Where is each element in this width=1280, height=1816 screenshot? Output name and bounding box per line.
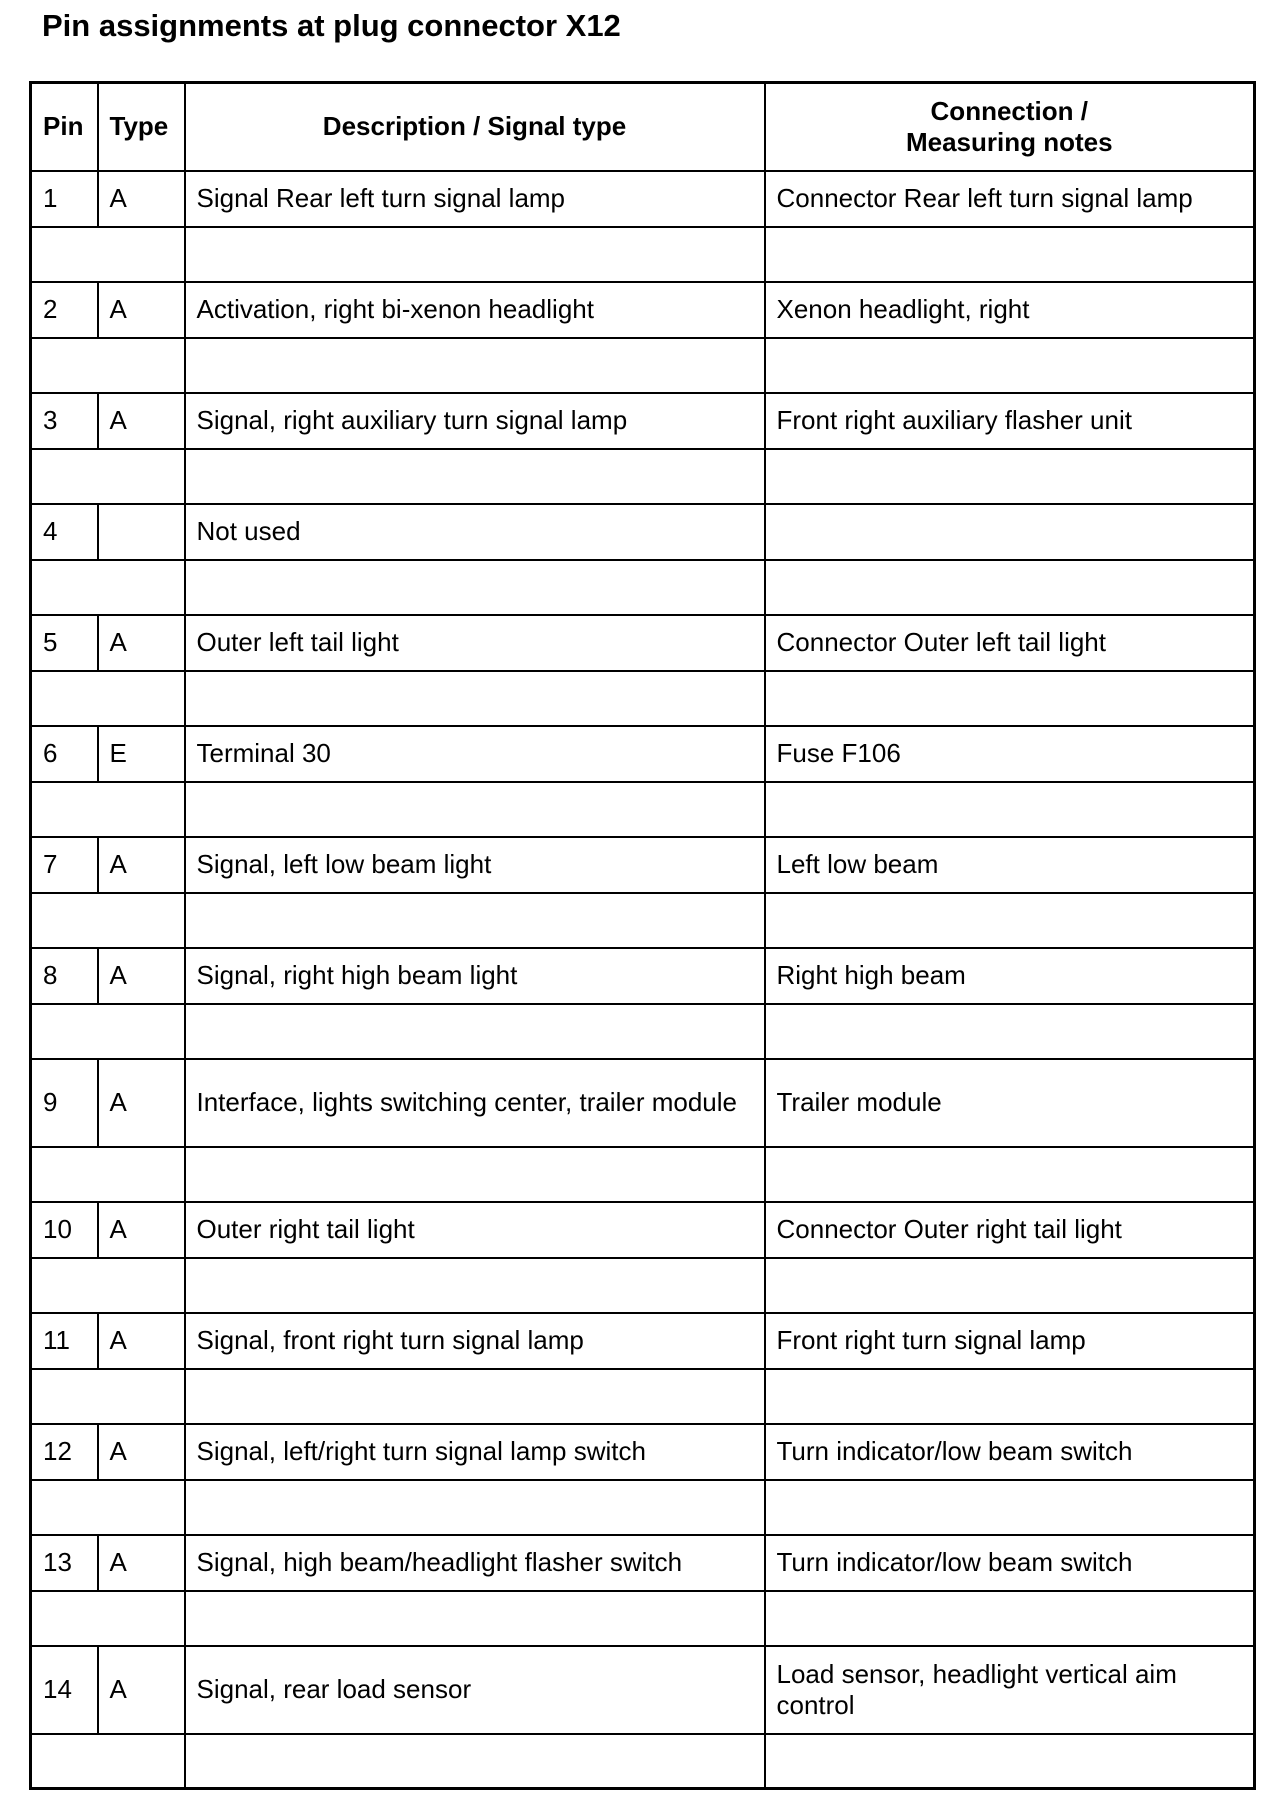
- connection-cell: Load sensor, headlight vertical aim control: [765, 1646, 1255, 1734]
- spacer-row: [31, 449, 1255, 504]
- spacer-cell: [31, 1369, 185, 1424]
- spacer-cell: [185, 1147, 765, 1202]
- pin-cell: 9: [31, 1059, 98, 1147]
- type-cell: E: [98, 726, 185, 782]
- spacer-cell: [185, 449, 765, 504]
- pin-cell: 5: [31, 615, 98, 671]
- connection-cell: Right high beam: [765, 948, 1255, 1004]
- pin-cell: 3: [31, 393, 98, 449]
- header-connection: [765, 83, 1255, 171]
- spacer-cell: [185, 1369, 765, 1424]
- spacer-cell: [765, 1591, 1255, 1646]
- spacer-row: [31, 1591, 1255, 1646]
- spacer-cell: [31, 227, 185, 282]
- spacer-cell: [185, 1004, 765, 1059]
- description-cell: Signal, rear load sensor: [185, 1646, 765, 1734]
- spacer-cell: [185, 338, 765, 393]
- spacer-cell: [765, 782, 1255, 837]
- pin-cell: 1: [31, 171, 98, 227]
- spacer-cell: [765, 560, 1255, 615]
- spacer-cell: [31, 782, 185, 837]
- spacer-cell: [185, 1480, 765, 1535]
- type-cell: A: [98, 1646, 185, 1734]
- spacer-cell: [765, 1147, 1255, 1202]
- table-row: [31, 282, 1255, 338]
- type-cell: A: [98, 171, 185, 227]
- table-row: [31, 615, 1255, 671]
- type-cell: A: [98, 282, 185, 338]
- type-cell: A: [98, 1059, 185, 1147]
- spacer-cell: [185, 1258, 765, 1313]
- spacer-cell: [765, 1258, 1255, 1313]
- page-title: Pin assignments at plug connector X12: [42, 8, 621, 43]
- connection-cell: Left low beam: [765, 837, 1255, 893]
- spacer-row: [31, 560, 1255, 615]
- table-row: [31, 1313, 1255, 1369]
- header-row: [31, 83, 1255, 171]
- table-row: [31, 837, 1255, 893]
- spacer-cell: [185, 227, 765, 282]
- pin-cell: 11: [31, 1313, 98, 1369]
- connection-cell: Connector Outer right tail light: [765, 1202, 1255, 1258]
- header-pin: Pin: [31, 83, 98, 171]
- connection-cell: Front right turn signal lamp: [765, 1313, 1255, 1369]
- description-cell: Signal, high beam/headlight flasher switch: [185, 1535, 765, 1591]
- spacer-row: [31, 227, 1255, 282]
- spacer-cell: [31, 449, 185, 504]
- spacer-row: [31, 1258, 1255, 1313]
- description-cell: Activation, right bi-xenon headlight: [185, 282, 765, 338]
- type-cell: A: [98, 948, 185, 1004]
- table-row: [31, 1646, 1255, 1734]
- connection-cell: [765, 504, 1255, 560]
- description-cell: Signal, right high beam light: [185, 948, 765, 1004]
- spacer-cell: [185, 893, 765, 948]
- table-row: [31, 171, 1255, 227]
- table-row: [31, 948, 1255, 1004]
- spacer-cell: [765, 893, 1255, 948]
- description-cell: Not used: [185, 504, 765, 560]
- header-description: Description / Signal type: [185, 83, 765, 171]
- spacer-cell: [31, 560, 185, 615]
- description-cell: Terminal 30: [185, 726, 765, 782]
- pin-cell: 8: [31, 948, 98, 1004]
- spacer-cell: [765, 338, 1255, 393]
- spacer-cell: [765, 1734, 1255, 1789]
- table-row: [31, 1059, 1255, 1147]
- spacer-cell: [185, 782, 765, 837]
- type-cell: A: [98, 1313, 185, 1369]
- connection-cell: Fuse F106: [765, 726, 1255, 782]
- table-row: [31, 1535, 1255, 1591]
- header-connection-line1: Connection /: [930, 95, 1088, 126]
- type-cell: A: [98, 837, 185, 893]
- spacer-cell: [31, 338, 185, 393]
- header-connection-line2: Measuring notes: [905, 126, 1113, 157]
- spacer-cell: [31, 1258, 185, 1313]
- spacer-cell: [765, 1004, 1255, 1059]
- table-row: [31, 726, 1255, 782]
- spacer-cell: [185, 671, 765, 726]
- description-cell: Interface, lights switching center, trailer module: [185, 1059, 765, 1147]
- description-cell: Signal, left low beam light: [185, 837, 765, 893]
- connection-cell: Connector Rear left turn signal lamp: [765, 171, 1255, 227]
- type-cell: A: [98, 615, 185, 671]
- pin-cell: 10: [31, 1202, 98, 1258]
- pin-cell: 14: [31, 1646, 98, 1734]
- description-cell: Signal, left/right turn signal lamp switch: [185, 1424, 765, 1480]
- spacer-cell: [765, 1369, 1255, 1424]
- type-cell: A: [98, 1535, 185, 1591]
- spacer-cell: [31, 1480, 185, 1535]
- table-row: [31, 1424, 1255, 1480]
- type-cell: [98, 504, 185, 560]
- spacer-row: [31, 1480, 1255, 1535]
- type-cell: A: [98, 1424, 185, 1480]
- spacer-row: [31, 893, 1255, 948]
- pin-cell: 2: [31, 282, 98, 338]
- connection-cell: Front right auxiliary flasher unit: [765, 393, 1255, 449]
- spacer-cell: [31, 1004, 185, 1059]
- description-cell: Signal Rear left turn signal lamp: [185, 171, 765, 227]
- spacer-cell: [185, 560, 765, 615]
- spacer-row: [31, 782, 1255, 837]
- table-row: [31, 393, 1255, 449]
- spacer-row: [31, 1147, 1255, 1202]
- table-row: [31, 1202, 1255, 1258]
- spacer-row: [31, 1734, 1255, 1789]
- spacer-cell: [765, 1480, 1255, 1535]
- description-cell: Signal, front right turn signal lamp: [185, 1313, 765, 1369]
- spacer-row: [31, 1369, 1255, 1424]
- description-cell: Outer right tail light: [185, 1202, 765, 1258]
- connection-cell: Xenon headlight, right: [765, 282, 1255, 338]
- table-row: [31, 504, 1255, 560]
- spacer-cell: [31, 671, 185, 726]
- spacer-cell: [31, 1147, 185, 1202]
- connection-cell: Turn indicator/low beam switch: [765, 1535, 1255, 1591]
- spacer-cell: [185, 1734, 765, 1789]
- spacer-cell: [31, 893, 185, 948]
- spacer-cell: [31, 1734, 185, 1789]
- pin-cell: 6: [31, 726, 98, 782]
- type-cell: A: [98, 1202, 185, 1258]
- spacer-row: [31, 671, 1255, 726]
- table-body: [31, 171, 1255, 1789]
- pin-assignment-table: [29, 81, 1256, 1790]
- spacer-cell: [31, 1591, 185, 1646]
- connection-cell: Connector Outer left tail light: [765, 615, 1255, 671]
- spacer-row: [31, 338, 1255, 393]
- spacer-cell: [765, 227, 1255, 282]
- type-cell: A: [98, 393, 185, 449]
- pin-cell: 7: [31, 837, 98, 893]
- spacer-row: [31, 1004, 1255, 1059]
- connection-cell: Trailer module: [765, 1059, 1255, 1147]
- pin-cell: 4: [31, 504, 98, 560]
- pin-cell: 13: [31, 1535, 98, 1591]
- spacer-cell: [765, 671, 1255, 726]
- description-cell: Outer left tail light: [185, 615, 765, 671]
- pin-cell: 12: [31, 1424, 98, 1480]
- description-cell: Signal, right auxiliary turn signal lamp: [185, 393, 765, 449]
- spacer-cell: [185, 1591, 765, 1646]
- header-type: Type: [98, 83, 185, 171]
- spacer-cell: [765, 449, 1255, 504]
- connection-cell: Turn indicator/low beam switch: [765, 1424, 1255, 1480]
